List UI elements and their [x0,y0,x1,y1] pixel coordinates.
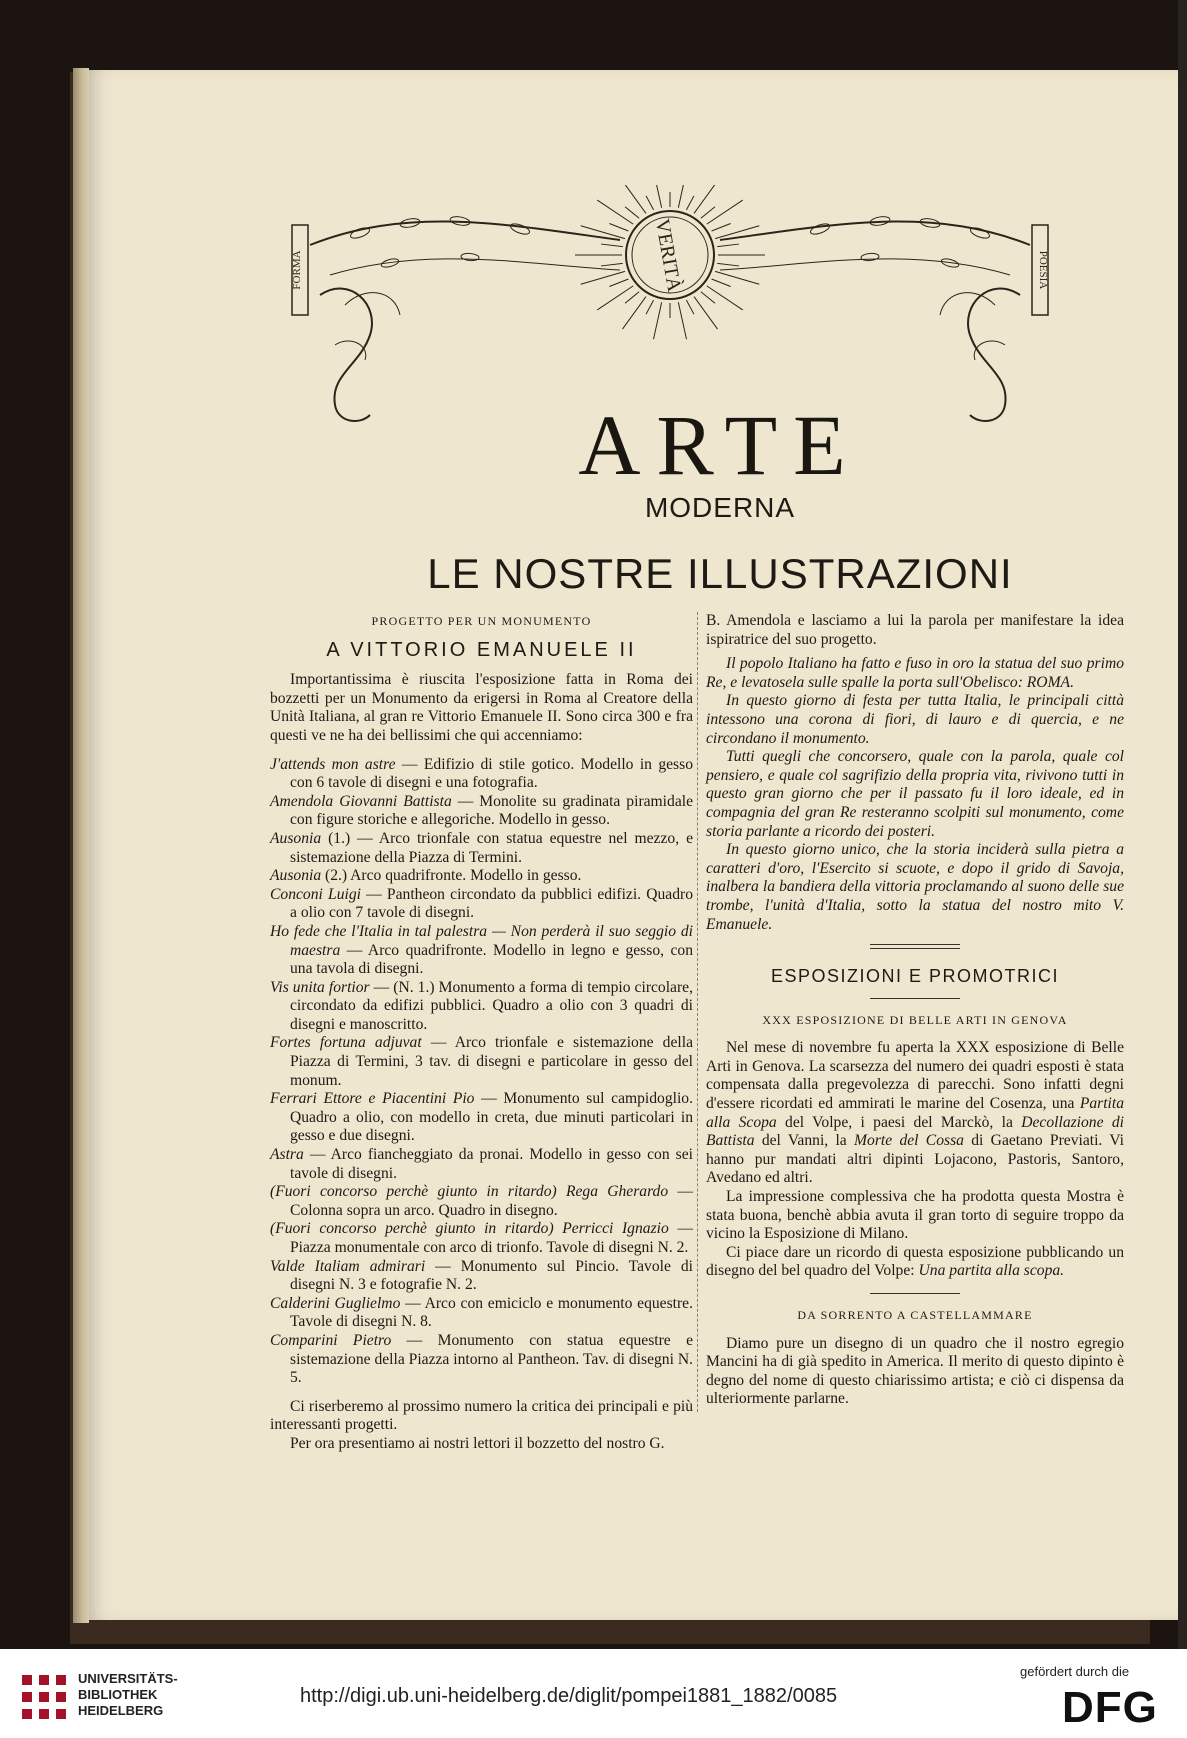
sun-ray [609,279,628,287]
sun-ray [597,286,633,310]
genova-paragraph-2: La impressione complessiva che ha prodotta questa Mostra è stata buona, benchè abbia avuta il gran torto di seguire troppo da vicino la Esposizione di Milano. [706,1188,1124,1243]
sorrento-paragraph: Diamo pure un disegno di un quadro che il nostro egregio Mancini ha di già spedito in America. Il merito di questo dipinto è degno del nome di questo chiarissimo artista; e ciò ci dispensa da ulteriormente parlarne. [706,1334,1124,1408]
subheading-sorrento: DA SORRENTO A CASTELLAMMARE [797,1308,1033,1322]
sun-ray [694,185,718,213]
ornament-right-banner: POESIA [1037,250,1049,290]
left-column [270,612,693,1454]
sun-ray [707,200,743,224]
sun-ray [654,302,662,339]
entry-item: Ferrari Ettore e Piacentini Pio — Monumento sul campidoglio. Quadro a olio, con modello in creta, due minuti particolari in gesso e due disegni. [270,1090,693,1145]
entry-item: Conconi Luigi — Pantheon circondato da pubblici edifizi. Quadro a olio con 7 tavole di disegni. [270,885,694,922]
sun-ray [712,279,731,287]
ornament-left-banner: FORMA [291,250,303,290]
sun-ray [717,244,739,247]
entry-item: (Fuori concorso perchè giunto in ritardo) Rega Gherardo — Colonna sopra un arco. Quadro in disegno. [270,1183,693,1219]
funded-by-label: gefördert durch die [1020,1664,1130,1679]
footer-bar [0,1649,1187,1738]
sun-ray [678,302,686,339]
sun-ray [625,292,639,303]
entry-item: Amendola Giovanni Battista — Monolite su gradinata piramidale con figure storiche e allegoriche. Modello in gesso. [270,792,693,829]
sun-ray [701,292,715,303]
sun-ray [581,271,625,284]
entry-item: Calderini Guglielmo — Arco con emiciclo e monumento equestre. Tavole di disegni N. 8. [270,1294,694,1331]
sun-ray [597,200,633,224]
page-url-link[interactable]: http://digi.ub.uni-heidelberg.de/diglit/pompei1881_1882/0085 [300,1685,838,1707]
sun-ray [715,271,759,284]
article-intro: Importantissima è riuscita l'esposizione fatta in Roma dei bozzetti per un Monumento da erigersi in Roma al Creatore della Unità Italiana, al gran re Vittorio Emanuele II. Sono circa 300 e fra questi ve ne ha dei bellissimi che qui accenniamo: [270,671,693,744]
entry-item: Astra — Arco fiancheggiato da pronai. Modello in gesso con sei tavole di disegni. [270,1146,693,1182]
sun-ray [646,196,654,210]
quote-paragraph-3: Tutti quegli che concorsero, quale con la parola, quale col pensiero, e quale col sagrifizio della propria vita, rivivono tutti in questo gran giorno che per il passato fu il loro ideale, ed in compagnia del gran Re resteranno scolpiti sul monumento, come storia parlante a ricordo dei posteri. [706,748,1124,840]
section-heading: ESPOSIZIONI E PROMOTRICI [770,966,1060,987]
dfg-logo[interactable]: DFG [1062,1683,1158,1732]
entry-item: Ausonia (1.) — Arco trionfale con statua equestre nel mezzo, e sistemazione della Piazza di Termini. [270,829,693,866]
sun-ray [623,297,647,329]
article-kicker: PROGETTO PER UN MONUMENTO [371,614,592,628]
entry-item: Vis unita fortior — (N. 1.) Monumento a forma di tempio circolare, circondato da edifizi pubblici. Quadro a olio con 3 quadri di disegni e manoscritto. [270,978,693,1033]
sun-ray [686,300,694,314]
page-edges [73,68,89,1623]
sun-ray [707,286,743,310]
sun-ray [686,196,694,210]
sun-ray [717,263,739,266]
sun-ray [601,263,623,266]
subheading-genova: XXX ESPOSIZIONE DI BELLE ARTI IN GENOVA [762,1012,1068,1027]
sun-ray [646,300,654,314]
sun-ray [654,185,662,208]
entry-item: J'attends mon astre — Edifizio di stile gotico. Modello in gesso con 6 tavole di disegni e una fotografia. [270,755,693,792]
university-library-logo-icon[interactable] [18,1671,70,1723]
genova-paragraph-1: Nel mese di novembre fu aperta la XXX esposizione di Belle Arti in Genova. La scarsezza del numero dei quadri esposti è stata compensata dalla pregevolezza di parecchi. Sono infatti degni d'essere ricordati ed ammirati le marine del Cosenza, una Partita alla Scopa del Volpe, i paesi del Marckò, la Decollazione di Battista del Vanni, la Morte del Cossa di Gaetano Previati. Vi hanno pur mandati altri dipinti Lojacono, Pastoris, Santoro, Avedano ed altri. [706,1039,1125,1187]
double-divider [870,944,960,949]
quote-paragraph-1: Il popolo Italiano ha fatto e fuso in oro la statua del suo primo Re, e levatosela sulle spalle la porta sull'Obelisco: ROMA. [706,655,1124,691]
continuation-paragraph: B. Amendola e lasciamo a lui la parola per manifestare la idea ispiratrice del suo progetto. [706,612,1124,648]
article-heading: A VITTORIO EMANUELE II [326,638,637,661]
entry-item: Valde Italiam admirari — Monumento sul Pincio. Tavole di disegni N. 3 e fotografie N. 2. [270,1257,693,1294]
sun-ray [712,224,731,232]
sun-ray [601,244,623,247]
entry-item: Fortes fortuna adjuvat — Arco trionfale e sistemazione della Piazza di Termini, 3 tav. di disegni e particolare in gesso del monum. [270,1034,693,1089]
section-title: LE NOSTRE ILLUSTRAZIONI [427,550,1013,597]
entry-item: Comparini Pietro — Monumento con statua equestre e sistemazione della Piazza intorno al Pantheon. Tav. di disegni N. 5. [270,1331,693,1387]
entry-item: (Fuori concorso perchè giunto in ritardo) Perricci Ignazio — Piazza monumentale con arco di trionfo. Tavole di disegni N. 2. [270,1220,693,1256]
sun-ray [678,185,686,208]
scan-ruler [1178,0,1187,1738]
entry-item: Ausonia (2.) Arco quadrifronte. Modello in gesso. [270,867,582,885]
sun-ray [623,185,647,213]
ornament-center-word: VERITÀ [650,217,686,294]
sun-ray [694,297,718,329]
sun-ray [625,207,639,218]
sun-ray [701,207,715,218]
closing-paragraph-2: Per ora presentiamo ai nostri lettori il bozzetto del nostro G. [290,1434,665,1452]
genova-paragraph-3: Ci piace dare un ricordo di questa esposizione pubblicando un disegno del bel quadro del Volpe: Una partita alla scopa. [706,1243,1124,1280]
page-title: ARTE [578,397,862,493]
university-library-name[interactable]: UNIVERSITÄTS- BIBLIOTHEK HEIDELBERG [78,1671,178,1718]
quote-paragraph-4: In questo giorno unico, che la storia inciderà sulla pietra a caratteri d'oro, l'Esercito si scuote, e dopo il grido di Savoja, inalbera la bandiera della vittoria proclamando al suono delle sue trombe, l'unità d'Italia, sotto la statua del nostro mito V. Emanuele. [706,841,1124,933]
divider [870,998,960,999]
divider [870,1293,960,1294]
entry-list [270,756,693,1388]
right-column [706,612,1124,1409]
page-subtitle: MODERNA [644,492,796,523]
entry-item: Ho fede che l'Italia in tal palestra — Non perderà il suo seggio di maestra — Arco quadrifronte. Modello in legno e gesso, con una tavola di disegni. [270,922,693,978]
sun-ray [609,224,628,232]
closing-paragraph-1: Ci riserberemo al prossimo numero la critica dei principali e più interessanti progetti. [270,1397,693,1434]
quote-paragraph-2: In questo giorno di festa per tutta Italia, le principali città intessono una corona di fiori, di lauro e di quercia, e ne circondano il monumento. [706,692,1124,747]
column-divider [697,612,698,1412]
